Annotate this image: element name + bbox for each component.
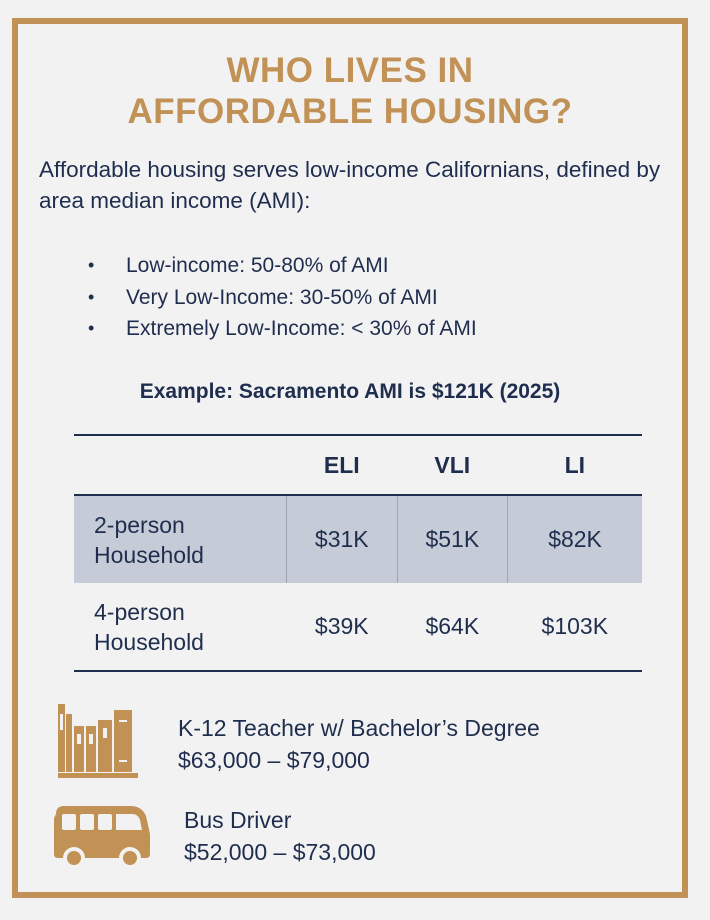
table-header-vli: VLI (434, 451, 471, 478)
row-label (74, 583, 287, 671)
table-row (74, 495, 642, 583)
list-item-text: Extremely Low-Income: < 30% of AMI (126, 317, 477, 340)
table-header-li: LI (564, 451, 586, 478)
example-heading: Example: Sacramento AMI is $121K (2025) (139, 380, 561, 403)
infographic-frame (12, 18, 688, 898)
table-cell: $51K (397, 495, 508, 583)
intro-text: Affordable housing serves low-income Californians, defined by area median income (AMI): (39, 157, 661, 213)
income-levels-list (88, 250, 477, 345)
row-label-line-1: 4-person (94, 598, 185, 625)
bus-driver-info (184, 804, 376, 868)
title-line-2: AFFORDABLE HOUSING? (127, 92, 573, 131)
job-title: K-12 Teacher w/ Bachelor’s Degree (178, 715, 540, 741)
title-line-1: WHO LIVES IN (226, 51, 474, 90)
table-row (74, 583, 642, 671)
bus-icon (52, 804, 152, 870)
bullet-icon: • (88, 255, 95, 275)
table-cell: $64K (425, 613, 480, 639)
table-header-empty (74, 435, 287, 495)
income-table (74, 434, 642, 672)
job-title: Bus Driver (184, 807, 292, 833)
table-header-eli: ELI (323, 451, 360, 478)
table-cell: $39K (314, 613, 369, 639)
bullet-icon: • (88, 318, 95, 338)
list-item (88, 282, 477, 314)
bullet-icon: • (88, 286, 95, 307)
table-cell: $103K (541, 613, 609, 639)
row-label-line-1: 2-person (94, 511, 185, 538)
row-label-line-2: Household (94, 628, 204, 655)
books-icon (58, 704, 140, 778)
page-title (18, 50, 682, 132)
table-header-row (74, 435, 642, 495)
list-item (88, 313, 477, 345)
salary-range: $52,000 – $73,000 (184, 839, 376, 865)
row-label (74, 495, 287, 583)
teacher-info (178, 712, 540, 776)
row-label-line-2: Household (94, 541, 204, 568)
list-item (88, 250, 477, 282)
salary-range: $63,000 – $79,000 (178, 747, 370, 773)
list-item-text: Low-income: 50-80% of AMI (126, 254, 389, 277)
table-cell: $82K (508, 495, 642, 583)
table-cell: $31K (287, 495, 398, 583)
list-item-text: Very Low-Income: 30-50% of AMI (126, 285, 438, 309)
